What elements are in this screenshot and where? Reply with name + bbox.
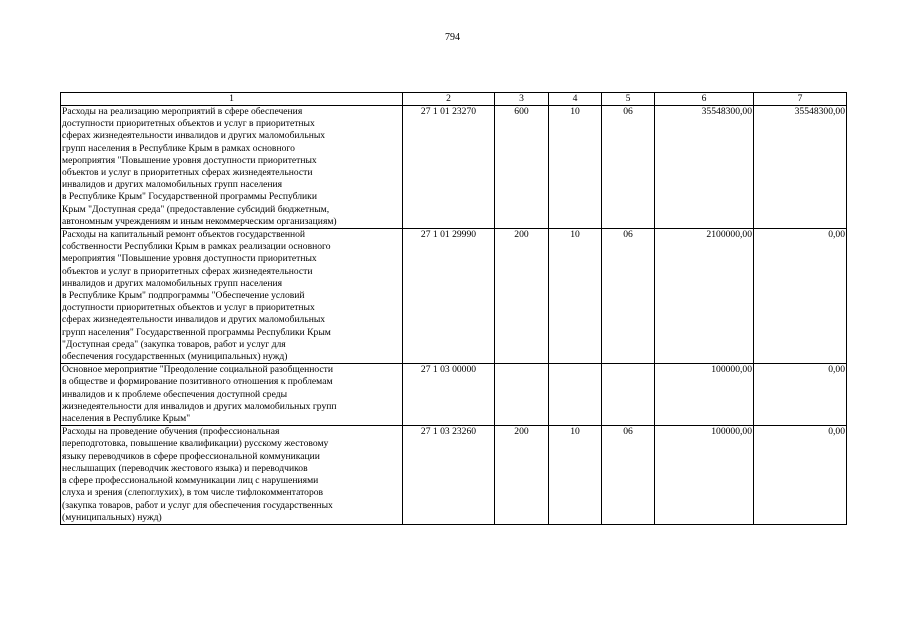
row-subsection: 06 — [602, 106, 655, 229]
row-amount-col6: 100000,00 — [655, 364, 754, 426]
column-number-header — [61, 93, 847, 106]
column-header: 3 — [495, 93, 549, 106]
row-section: 10 — [549, 106, 602, 229]
row-code: 27 1 03 23260 — [403, 426, 495, 525]
row-subsection — [602, 364, 655, 426]
row-amount-col6: 2100000,00 — [655, 229, 754, 364]
column-header: 2 — [403, 93, 495, 106]
row-subsection: 06 — [602, 229, 655, 364]
budget-table — [60, 92, 847, 525]
column-header: 1 — [61, 93, 403, 106]
table-row — [61, 106, 847, 229]
row-amount-col7: 0,00 — [754, 229, 847, 364]
row-amount-col7: 0,00 — [754, 426, 847, 525]
row-amount-col7: 35548300,00 — [754, 106, 847, 229]
row-subsection: 06 — [602, 426, 655, 525]
row-amount-col6: 35548300,00 — [655, 106, 754, 229]
row-section — [549, 364, 602, 426]
row-expense-type — [495, 364, 549, 426]
row-amount-col6: 100000,00 — [655, 426, 754, 525]
table-row — [61, 426, 847, 525]
row-description: Основное мероприятие "Преодоление социальной разобщенности в обществе и формирование позитивного отношения к проблемам инвалидов и к проблеме обеспечения доступной среды жизнедеятельности для инвалидов и других маломобильных групп населения в Республике Крым" — [61, 364, 403, 426]
column-header: 5 — [602, 93, 655, 106]
table-row — [61, 229, 847, 364]
row-code: 27 1 01 29990 — [403, 229, 495, 364]
row-section: 10 — [549, 229, 602, 364]
column-header: 6 — [655, 93, 754, 106]
row-description: Расходы на капитальный ремонт объектов государственной собственности Республики Крым в рамках реализации основного мероприятия "Повышение уровня доступности приоритетных объектов и услуг в приоритетных сферах жизнедеятельности инвалидов и других маломобильных групп населения в Республике Крым" подпрограммы "Обеспечение условий доступности приоритетных объектов и услуг в приоритетных сферах жизнедеятельности инвалидов и других маломобильных групп населения" Государственной программы Республики Крым "Доступная среда" (закупка товаров, работ и услуг для обеспечения государственных (муниципальных) нужд) — [61, 229, 403, 364]
row-description: Расходы на реализацию мероприятий в сфере обеспечения доступности приоритетных объектов и услуг в приоритетных сферах жизнедеятельности инвалидов и других маломобильных групп населения в Республике Крым в рамках основного мероприятия "Повышение уровня доступности приоритетных объектов и услуг в приоритетных сферах жизнедеятельности инвалидов и других маломобильных групп населения в Республике Крым" Государственной программы Республики Крым "Доступная среда" (предоставление субсидий бюджетным, автономным учреждениям и иным некоммерческим организациям) — [61, 106, 403, 229]
row-expense-type: 200 — [495, 426, 549, 525]
column-header: 7 — [754, 93, 847, 106]
row-section: 10 — [549, 426, 602, 525]
row-amount-col7: 0,00 — [754, 364, 847, 426]
row-code: 27 1 01 23270 — [403, 106, 495, 229]
page-number: 794 — [445, 32, 460, 43]
row-expense-type: 200 — [495, 229, 549, 364]
table-row — [61, 364, 847, 426]
row-code: 27 1 03 00000 — [403, 364, 495, 426]
row-expense-type: 600 — [495, 106, 549, 229]
column-header: 4 — [549, 93, 602, 106]
row-description: Расходы на проведение обучения (профессиональная переподготовка, повышение квалификации) русскому жестовому языку переводчиков в сфере профессиональной коммуникации неслышащих (переводчик жестового языка) и переводчиков в сфере профессиональной коммуникации лиц с нарушениями слуха и зрения (слепоглухих), в том числе тифлокомментаторов (закупка товаров, работ и услуг для обеспечения государственных (муниципальных) нужд) — [61, 426, 403, 525]
